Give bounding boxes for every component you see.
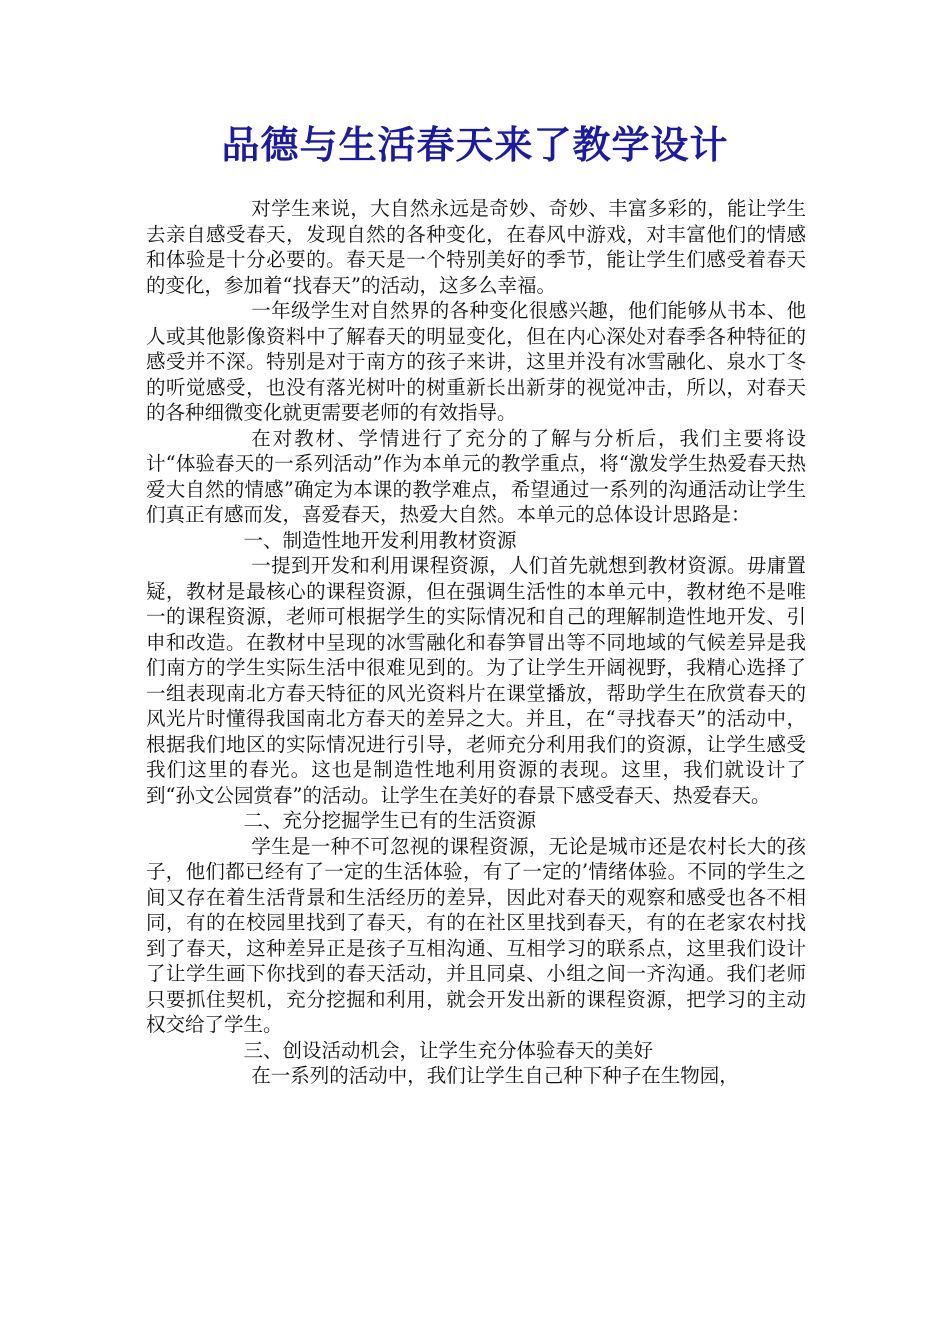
intro-paragraph-3: 在对教材、学情进行了充分的了解与分析后，我们主要将设计“体验春天的一系列活动”作为本单元的教学重点，将“激发学生热爱春天热爱大自然的情感”确定为本课的教学难点，希望通过一系列的沟通活动让学生们真正有感而发，喜爱春天，热爱大自然。本单元的总体设计思路是： — [146, 426, 806, 526]
section-paragraph-3: 在一系列的活动中，我们让学生自己种下种子在生物园， — [251, 1064, 739, 1087]
intro-paragraph-1: 对学生来说，大自然永远是奇妙、奇妙、丰富多彩的，能让学生去亲自感受春天，发现自然的各种变化，在春风中游戏，对丰富他们的情感和体验是十分必要的。春天是一个特别美好的季节，能让学生们感受着春天的变化，参加着“找春天”的活动，这多么幸福。 — [146, 197, 806, 297]
section-paragraph-2: 学生是一种不可忽视的课程资源，无论是城市还是农村长大的孩子，他们都已经有了一定的生活体验，有了一定的’情绪体验。不同的学生之间又存在着生活背景和生活经历的差异，因此对春天的观察和感受也各不相同，有的在校园里找到了春天，有的在社区里找到春天，有的在老家农村找到了春天，这种差异正是孩子互相沟通、互相学习的联系点，这里我们设计了让学生画下你找到的春天活动，并且同桌、小组之间一齐沟通。我们老师只要抓住契机，充分挖掘和利用，就会开发出新的课程资源，把学习的主动权交给了学生。 — [146, 834, 806, 1036]
document-title: 品德与生活春天来了教学设计 — [221, 122, 729, 167]
section-paragraph-1: 一提到开发和利用课程资源，人们首先就想到教材资源。毋庸置疑，教材是最核心的课程资源，但在强调生活性的本单元中，教材绝不是唯一的课程资源，老师可根据学生的实际情况和自己的理解制造性地开发、引申和改造。在教材中呈现的冰雪融化和春笋冒出等不同地域的气候差异是我们南方的学生实际生活中很难见到的。为了让学生开阔视野，我精心选择了一组表现南北方春天特征的风光资料片在课堂播放，帮助学生在欣赏春天的风光片时懂得我国南北方春天的差异之大。并且，在“寻找春天”的活动中，根据我们地区的实际情况进行引导，老师充分利用我们的资源，让学生感受我们这里的春光。这也是制造性地利用资源的表现。这里，我们就设计了到“孙文公园赏春”的活动。让学生在美好的春景下感受春天、热爱春天。 — [146, 554, 806, 807]
section-heading-3: 三、创设活动机会，让学生充分体验春天的美好 — [243, 1038, 654, 1062]
section-heading-2: 二、充分挖掘学生已有的生活资源 — [243, 809, 537, 832]
intro-paragraph-2: 一年级学生对自然界的各种变化很感兴趣，他们能够从书本、他人或其他影像资料中了解春天的明显变化，但在内心深处对春季各种特征的感受并不深。特别是对于南方的孩子来讲，这里并没有冰雪融化、泉水丁冬的听觉感受，也没有落光树叶的树重新长出新芽的视觉冲击，所以，对春天的各种细微变化就更需要老师的有效指导。 — [146, 299, 806, 424]
document-body — [146, 196, 806, 1089]
section-heading-1: 一、制造性地开发利用教材资源 — [243, 528, 517, 552]
